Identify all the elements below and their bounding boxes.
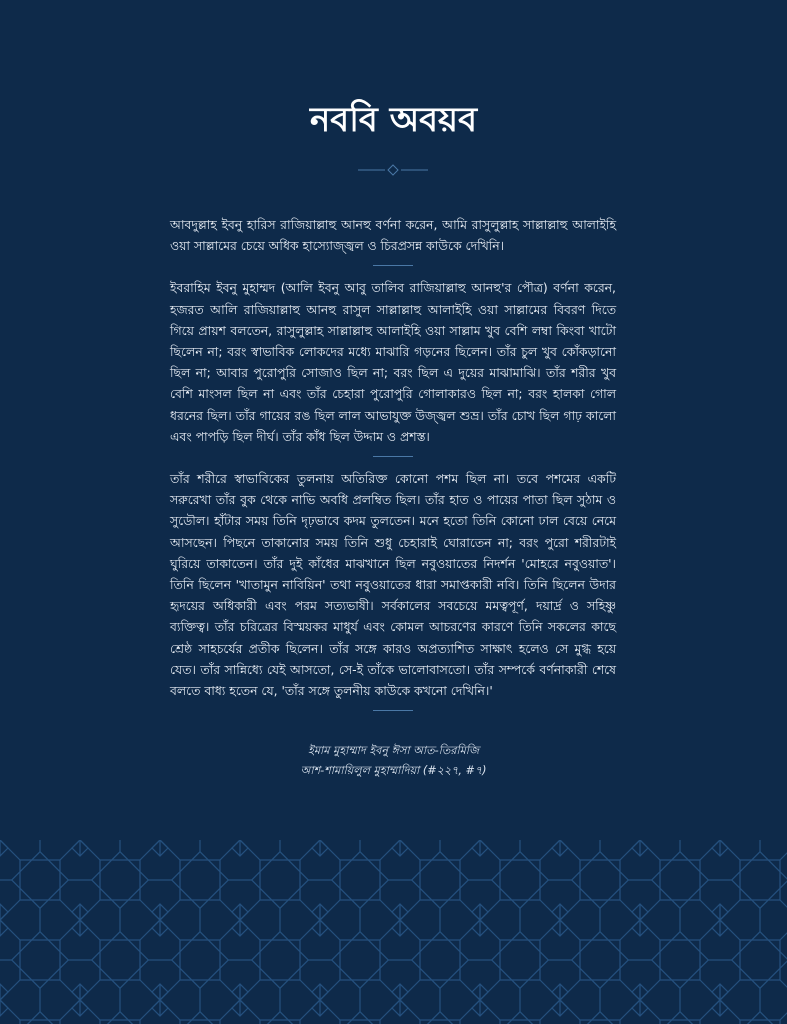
paragraph-3: তাঁর শরীরে স্বাভাবিকের তুলনায় অতিরিক্ত কোনো পশম ছিল না। তবে পশমের একটি সরুরেখা তাঁর বুক থেকে নাভি অবধি প্রলম্বিত ছিল। তাঁর হাত ও পায়ের পাতা ছিল সুঠাম ও সুডৌল। হাঁটার সময় তিনি দৃঢ়ভাবে কদম তুলতেন। মনে হতো তিনি কোনো ঢাল বেয়ে নেমে আসছেন। পিছনে তাকানোর সময় তিনি শুধু চেহারাই ঘোরাতেন না; বরং পুরো শরীরটাই ঘুরিয়ে তাকাতেন। তাঁর দুই কাঁধের মাঝখানে ছিল নবুওয়াতের নিদর্শন 'মোহরে নবুওয়াত'। তিনি ছিলেন 'খাতামুন নাবিয়িন' তথা নবুওয়াতের ধারা সমাপ্তকারী নবি। তিনি ছিলেন উদার হৃদয়ের অধিকারী এবং পরম সত্যভাষী। সর্বকালের সবচেয়ে মমত্বপূর্ণ, দয়ার্দ্র ও সহিষ্ণু ব্যক্তিত্ব। তাঁর চরিত্রের বিস্ময়কর মাধুর্য এবং কোমল আচরণের কারণে তিনি সকলের কাছে শ্রেষ্ঠ সাহচর্যের প্রতীক ছিলেন। তাঁর সঙ্গে কারও অপ্রত্যাশিত সাক্ষাৎ হলেও সে মুগ্ধ হয়ে যেত। তাঁর সান্নিধ্যে যেই আসতো, সে-ই তাঁকে ভালোবাসতো। তাঁর সম্পর্কে বর্ণনাকারী শেষে বলতে বাধ্য হতেন যে, 'তাঁর সঙ্গে তুলনীয় কাউকে কখনো দেখিনি।' (170, 471, 616, 699)
citation-author: ইমাম মুহাম্মাদ ইবনু ঈসা আত-তিরমিজি (308, 744, 479, 757)
geometric-pattern-band (0, 840, 787, 1024)
citation-book: আশ-শামায়িলুল মুহাম্মাদিয়া (#২২৭, #৭) (300, 764, 487, 777)
paragraph-divider (373, 456, 413, 457)
hadith-text (170, 214, 616, 722)
page-title: নববি অবয়ব (309, 100, 478, 140)
paragraph-1: আবদুল্লাহ ইবনু হারিস রাজিয়াল্লাহু আনহু বর্ণনা করেন, আমি রাসুলুল্লাহ সাল্লাল্লাহু আলাইহি ওয়া সাল্লামের চেয়ে অধিক হাস্যোজ্জ্বল ও চিরপ্রসন্ন কাউকে দেখিনি। (170, 217, 616, 254)
paragraph-divider (373, 265, 413, 266)
source-citation (0, 741, 787, 781)
diamond-divider-ornament (358, 163, 428, 177)
paragraph-divider (373, 710, 413, 711)
paragraph-2: ইবরাহিম ইবনু মুহাম্মদ (আলি ইবনু আবু তালিব রাজিয়াল্লাহু আনহু'র পৌত্র) বর্ণনা করেন, হজরত আলি রাজিয়াল্লাহু আনহু রাসুল সাল্লাল্লাহু আলাইহি ওয়া সাল্লামের বিবরণ দিতে গিয়ে প্রায়শ বলতেন, রাসুলুল্লাহ সাল্লাল্লাহু আলাইহি ওয়া সাল্লাম খুব বেশি লম্বা কিংবা খাটো ছিলেন না; বরং স্বাভাবিক লোকদের মধ্যে মাঝারি গড়নের ছিলেন। তাঁর চুল খুব কোঁকড়ানো ছিল না; আবার পুরোপুরি সোজাও ছিল না; বরং ছিল এ দুয়ের মাঝামাঝি। তাঁর শরীর খুব বেশি মাংসল ছিল না এবং তাঁর চেহারা পুরোপুরি গোলাকারও ছিল না; বরং হালকা গোল ধরনের ছিল। তাঁর গায়ের রঙ ছিল লাল আভাযুক্ত উজ্জ্বল শুভ্র। তাঁর চোখ ছিল গাঢ় কালো এবং পাপড়ি ছিল দীর্ঘ। তাঁর কাঁধ ছিল উদ্দাম ও প্রশস্ত। (170, 280, 616, 444)
